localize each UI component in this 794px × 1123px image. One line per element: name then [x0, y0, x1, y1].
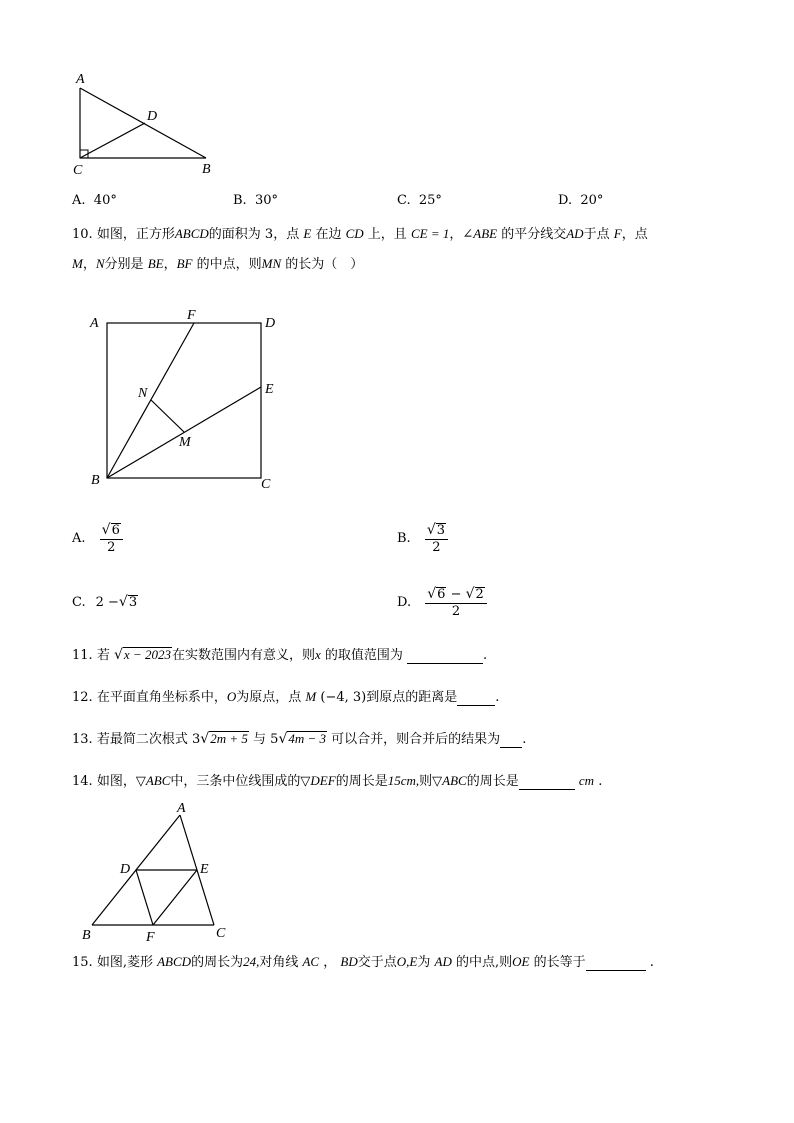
q9-option-b: B. 30°	[233, 193, 278, 208]
q10-stem-line2: M，N分别是 BE，BF 的中点，则MN 的长为（ ）	[72, 256, 364, 272]
q10-option-b: B. $\frac{√3}{2}$	[397, 522, 448, 556]
q15-stem: 15. 如图,菱形 ABCD的周长为24,对角线 AC ， BD交于点O,E为 AD 的中点,则OE 的长等于 .	[72, 954, 654, 970]
q10-label-M: M	[179, 435, 191, 450]
q10-option-a: A. $\frac{√6}{2}$	[72, 522, 123, 556]
q9-label-A: A	[76, 72, 85, 87]
q9-option-a: A. 40°	[72, 193, 117, 208]
q14-stem: 14. 如图，▽ABC中，三条中位线围成的▽DEF的周长是15cm,则▽ABC的周长是 cm .	[72, 773, 603, 789]
q10-label-A: A	[90, 316, 99, 331]
q10-label-N: N	[138, 386, 148, 401]
q12-answer-blank[interactable]	[457, 693, 495, 706]
q10-option-c: C. 2 −√3	[72, 594, 138, 610]
q14-label-C: C	[216, 926, 226, 941]
q9-label-B: B	[202, 162, 211, 177]
q11-answer-blank[interactable]	[407, 651, 483, 664]
q11-stem: 11. 若 √x − 2023在实数范围内有意义，则x 的取值范围为 .	[72, 647, 488, 663]
q9-label-D: D	[147, 109, 158, 124]
q10-label-F: F	[187, 308, 196, 323]
q15-answer-blank[interactable]	[586, 958, 646, 971]
q10-label-C: C	[261, 477, 271, 492]
q9-option-c: C. 25°	[397, 193, 442, 208]
q10-square-figure	[85, 305, 285, 495]
q9-option-d: D. 20°	[558, 193, 604, 208]
q14-midline-triangle-figure	[78, 803, 238, 945]
q10-label-E: E	[265, 382, 274, 397]
q14-label-F: F	[146, 930, 155, 945]
q13-stem: 13. 若最简二次根式 3√2m + 5 与 5√4m − 3 可以合并，则合并后的结果为 .	[72, 731, 527, 747]
q13-answer-blank[interactable]	[500, 735, 522, 748]
q9-triangle-figure	[70, 68, 220, 178]
q10-label-D: D	[265, 316, 276, 331]
q10-label-B: B	[91, 473, 100, 488]
q14-label-A: A	[177, 803, 186, 816]
q9-label-C: C	[73, 163, 83, 178]
q10-stem-line1: 10. 如图，正方形ABCD的面积为 3，点 E 在边 CD 上，且 CE = 1，∠ABE 的平分线交AD于点 F，点	[72, 226, 648, 242]
q12-stem: 12. 在平面直角坐标系中，O为原点，点 M (−4, 3)到原点的距离是 .	[72, 689, 500, 705]
q14-label-E: E	[200, 862, 209, 877]
q14-label-D: D	[120, 862, 131, 877]
q14-label-B: B	[82, 928, 91, 943]
q10-option-d: D. $\frac{√6 - √2}{2}$	[397, 586, 487, 620]
q14-answer-blank[interactable]	[519, 777, 575, 790]
